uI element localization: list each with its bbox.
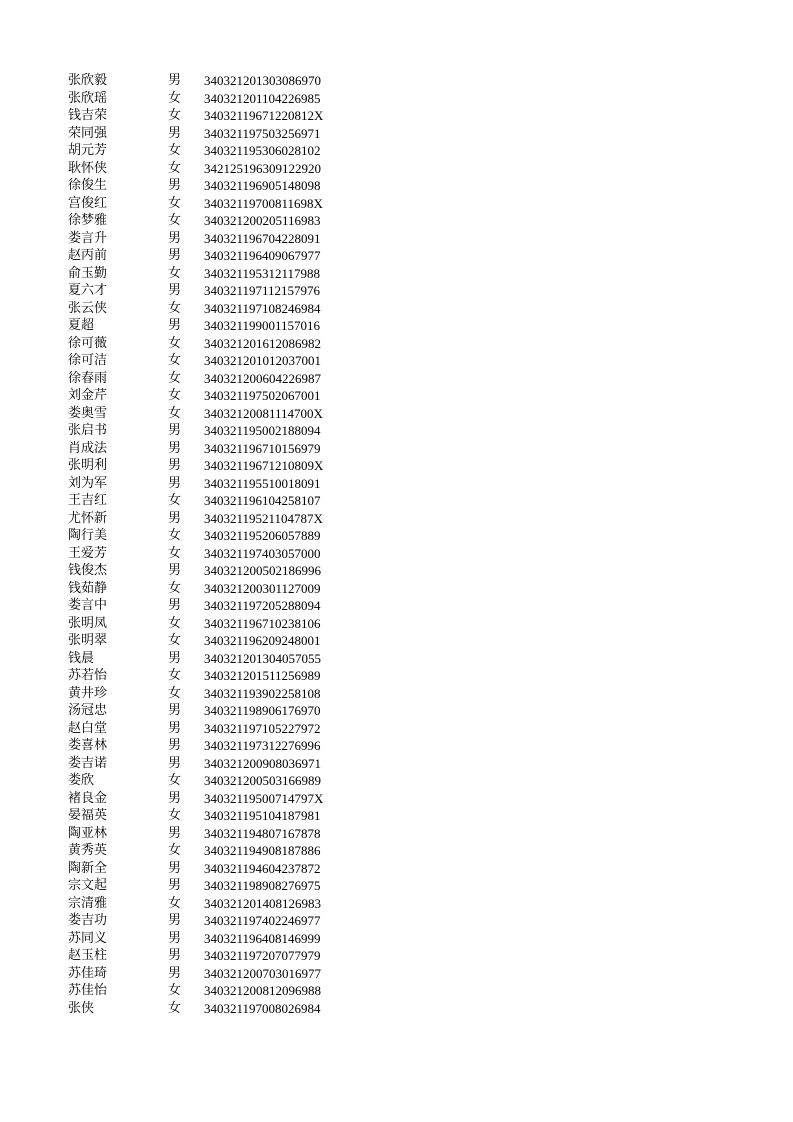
id-number-cell: 340321196710156979 xyxy=(204,440,321,456)
id-number-cell: 340321197205288094 xyxy=(204,598,321,613)
name-cell: 苏同义 xyxy=(68,930,108,946)
gender-cell: 女 xyxy=(168,388,182,403)
gender-cell: 男 xyxy=(168,440,182,456)
name-cell: 张侠 xyxy=(68,1000,95,1016)
name-cell: 苏佳琦 xyxy=(68,965,108,981)
gender-cell: 女 xyxy=(168,405,182,421)
gender-cell: 男 xyxy=(168,930,182,946)
id-number-cell: 340321201303086970 xyxy=(204,73,321,88)
table-row xyxy=(68,72,384,90)
gender-cell: 女 xyxy=(168,545,182,561)
name-cell: 钱晨 xyxy=(68,650,95,666)
gender-cell: 女 xyxy=(168,370,182,386)
id-number-cell: 340321200301127009 xyxy=(204,580,321,596)
table-row xyxy=(68,247,384,265)
id-number-cell: 340321196710238106 xyxy=(204,615,321,631)
name-cell: 褚良金 xyxy=(68,790,108,806)
name-cell: 张欣毅 xyxy=(68,73,108,88)
table-row xyxy=(68,230,384,248)
gender-cell: 男 xyxy=(168,178,182,193)
name-cell: 陶亚林 xyxy=(68,825,108,841)
table-row xyxy=(68,720,384,738)
name-cell: 耿怀侠 xyxy=(68,160,108,176)
gender-cell: 男 xyxy=(168,650,182,666)
table-row xyxy=(68,457,384,475)
table-row xyxy=(68,772,384,790)
name-cell: 宗清雅 xyxy=(68,895,108,911)
name-cell: 钱吉荣 xyxy=(68,108,108,123)
id-number-cell: 340321201104226985 xyxy=(204,90,321,106)
id-number-cell: 340321193902258108 xyxy=(204,685,321,701)
table-row xyxy=(68,562,384,580)
name-cell: 夏超 xyxy=(68,318,95,333)
table-row xyxy=(68,125,384,143)
name-cell: 张明凤 xyxy=(68,615,108,631)
id-number-cell: 340321200503166989 xyxy=(204,773,321,788)
table-row xyxy=(68,737,384,755)
name-cell: 娄吉功 xyxy=(68,913,108,928)
name-cell: 钱茹静 xyxy=(68,580,108,596)
id-number-cell: 340321196408146999 xyxy=(204,930,321,946)
name-cell: 陶新全 xyxy=(68,860,108,876)
table-row xyxy=(68,965,384,983)
name-cell: 夏六才 xyxy=(68,283,108,298)
gender-cell: 男 xyxy=(168,948,182,963)
table-row xyxy=(68,212,384,230)
gender-cell: 男 xyxy=(168,423,182,438)
gender-cell: 女 xyxy=(168,300,182,316)
id-number-cell: 340321200205116983 xyxy=(204,213,321,228)
name-cell: 黄井珍 xyxy=(68,685,108,701)
gender-cell: 男 xyxy=(168,73,182,88)
table-row xyxy=(68,895,384,913)
name-cell: 赵白堂 xyxy=(68,720,108,736)
gender-cell: 女 xyxy=(168,90,182,106)
table-row xyxy=(68,107,384,125)
table-row xyxy=(68,300,384,318)
id-number-cell: 34032119500714797X xyxy=(204,790,324,806)
name-cell: 尤怀新 xyxy=(68,510,108,526)
table-row xyxy=(68,597,384,615)
id-number-cell: 340321197402246977 xyxy=(204,913,321,928)
gender-cell: 女 xyxy=(168,808,182,823)
name-cell: 徐俊生 xyxy=(68,178,108,193)
id-number-cell: 340321201012037001 xyxy=(204,353,321,368)
table-row xyxy=(68,440,384,458)
name-cell: 徐可薇 xyxy=(68,335,108,351)
gender-cell: 女 xyxy=(168,143,182,158)
table-row xyxy=(68,282,384,300)
name-cell: 荣同强 xyxy=(68,125,108,141)
id-number-cell: 340321196209248001 xyxy=(204,633,321,648)
table-row xyxy=(68,877,384,895)
gender-cell: 女 xyxy=(168,195,182,211)
name-cell: 张欣瑶 xyxy=(68,90,108,106)
table-row xyxy=(68,1000,384,1018)
id-number-cell: 340321195510018091 xyxy=(204,475,321,491)
gender-cell: 女 xyxy=(168,685,182,701)
table-row xyxy=(68,317,384,335)
id-number-cell: 34032119700811698X xyxy=(204,195,323,211)
table-row xyxy=(68,352,384,370)
id-number-cell: 34032120081114700X xyxy=(204,405,323,421)
id-number-cell: 340321197312276996 xyxy=(204,738,321,753)
id-number-cell: 340321197108246984 xyxy=(204,300,321,316)
table-row xyxy=(68,632,384,650)
id-number-cell: 340321196104258107 xyxy=(204,493,321,508)
gender-cell: 女 xyxy=(168,265,182,281)
name-cell: 肖成法 xyxy=(68,440,108,456)
gender-cell: 女 xyxy=(168,353,182,368)
gender-cell: 男 xyxy=(168,965,182,981)
table-row xyxy=(68,930,384,948)
id-number-cell: 340321198906176970 xyxy=(204,703,321,718)
gender-cell: 女 xyxy=(168,160,182,176)
table-row xyxy=(68,177,384,195)
id-number-cell: 340321197503256971 xyxy=(204,125,321,141)
name-cell: 赵玉柱 xyxy=(68,948,108,963)
table-row xyxy=(68,807,384,825)
table-row xyxy=(68,492,384,510)
gender-cell: 男 xyxy=(168,458,182,473)
id-number-cell: 340321197105227972 xyxy=(204,720,321,736)
table-row xyxy=(68,947,384,965)
name-cell: 娄奥雪 xyxy=(68,405,108,421)
id-number-cell: 340321197502067001 xyxy=(204,388,321,403)
id-number-cell: 340321195104187981 xyxy=(204,808,321,823)
table-row xyxy=(68,335,384,353)
name-cell: 胡元芳 xyxy=(68,143,108,158)
id-number-cell: 340321197112157976 xyxy=(204,283,321,298)
gender-cell: 男 xyxy=(168,720,182,736)
id-number-cell: 340321200703016977 xyxy=(204,965,321,981)
table-row xyxy=(68,142,384,160)
name-cell: 张启书 xyxy=(68,423,108,438)
table-row xyxy=(68,702,384,720)
id-number-cell: 340321194908187886 xyxy=(204,843,321,858)
name-cell: 晏福英 xyxy=(68,808,108,823)
gender-cell: 男 xyxy=(168,475,182,491)
table-row xyxy=(68,422,384,440)
table-row xyxy=(68,650,384,668)
gender-cell: 女 xyxy=(168,983,182,998)
table-row xyxy=(68,475,384,493)
id-number-cell: 340321196704228091 xyxy=(204,230,321,246)
id-number-cell: 34032119671210809X xyxy=(204,458,324,473)
name-cell: 宗文起 xyxy=(68,878,108,893)
id-number-cell: 34032119671220812X xyxy=(204,108,324,123)
gender-cell: 女 xyxy=(168,108,182,123)
id-number-cell: 340321197207077979 xyxy=(204,948,321,963)
table-row xyxy=(68,90,384,108)
id-number-cell: 340321196409067977 xyxy=(204,248,321,263)
name-cell: 张云侠 xyxy=(68,300,108,316)
name-cell: 黄秀英 xyxy=(68,843,108,858)
name-cell: 苏若怡 xyxy=(68,668,108,683)
id-number-cell: 340321197403057000 xyxy=(204,545,321,561)
table-row xyxy=(68,265,384,283)
id-number-cell: 340321201511256989 xyxy=(204,668,321,683)
table-row xyxy=(68,825,384,843)
gender-cell: 男 xyxy=(168,318,182,333)
table-row xyxy=(68,510,384,528)
gender-cell: 女 xyxy=(168,895,182,911)
id-number-cell: 340321196905148098 xyxy=(204,178,321,193)
id-number-cell: 340321200502186996 xyxy=(204,563,321,578)
gender-cell: 女 xyxy=(168,493,182,508)
id-number-cell: 340321200812096988 xyxy=(204,983,321,998)
table-row xyxy=(68,527,384,545)
id-number-cell: 340321195002188094 xyxy=(204,423,321,438)
gender-cell: 女 xyxy=(168,615,182,631)
name-cell: 宫俊红 xyxy=(68,195,108,211)
id-number-cell: 340321198908276975 xyxy=(204,878,321,893)
gender-cell: 男 xyxy=(168,283,182,298)
name-cell: 徐可洁 xyxy=(68,353,108,368)
gender-cell: 女 xyxy=(168,633,182,648)
name-cell: 王爱芳 xyxy=(68,545,108,561)
name-cell: 娄吉诺 xyxy=(68,755,108,771)
name-cell: 钱俊杰 xyxy=(68,563,108,578)
table-row xyxy=(68,860,384,878)
name-cell: 王吉红 xyxy=(68,493,108,508)
name-cell: 娄欣 xyxy=(68,773,95,788)
gender-cell: 男 xyxy=(168,825,182,841)
id-number-cell: 340321200604226987 xyxy=(204,370,321,386)
gender-cell: 女 xyxy=(168,213,182,228)
id-number-cell: 342125196309122920 xyxy=(204,160,321,176)
gender-cell: 女 xyxy=(168,580,182,596)
table-row xyxy=(68,982,384,1000)
name-cell: 张明翠 xyxy=(68,633,108,648)
table-row xyxy=(68,790,384,808)
gender-cell: 男 xyxy=(168,563,182,578)
table-row xyxy=(68,370,384,388)
id-number-cell: 340321201408126983 xyxy=(204,895,321,911)
gender-cell: 男 xyxy=(168,230,182,246)
table-row xyxy=(68,387,384,405)
gender-cell: 女 xyxy=(168,843,182,858)
gender-cell: 男 xyxy=(168,598,182,613)
id-number-cell: 340321195306028102 xyxy=(204,143,321,158)
table-row xyxy=(68,160,384,178)
name-cell: 娄言升 xyxy=(68,230,108,246)
name-cell: 苏佳怡 xyxy=(68,983,108,998)
name-cell: 陶行美 xyxy=(68,528,108,543)
table-row xyxy=(68,405,384,423)
roster-table xyxy=(68,72,384,1017)
id-number-cell: 340321201612086982 xyxy=(204,335,321,351)
table-row xyxy=(68,545,384,563)
table-row xyxy=(68,842,384,860)
table-row xyxy=(68,615,384,633)
id-number-cell: 340321199001157016 xyxy=(204,318,321,333)
gender-cell: 女 xyxy=(168,773,182,788)
id-number-cell: 340321201304057055 xyxy=(204,650,321,666)
table-row xyxy=(68,195,384,213)
gender-cell: 男 xyxy=(168,125,182,141)
name-cell: 张明利 xyxy=(68,458,108,473)
gender-cell: 男 xyxy=(168,248,182,263)
gender-cell: 女 xyxy=(168,1000,182,1016)
name-cell: 刘金芹 xyxy=(68,388,108,403)
table-row xyxy=(68,580,384,598)
id-number-cell: 340321200908036971 xyxy=(204,755,321,771)
gender-cell: 男 xyxy=(168,913,182,928)
name-cell: 汤冠忠 xyxy=(68,703,108,718)
name-cell: 赵丙前 xyxy=(68,248,108,263)
id-number-cell: 340321195206057889 xyxy=(204,528,321,543)
id-number-cell: 34032119521104787X xyxy=(204,510,323,526)
id-number-cell: 340321194807167878 xyxy=(204,825,321,841)
name-cell: 娄言中 xyxy=(68,598,108,613)
name-cell: 娄喜林 xyxy=(68,738,108,753)
id-number-cell: 340321195312117988 xyxy=(204,265,321,281)
gender-cell: 男 xyxy=(168,703,182,718)
gender-cell: 男 xyxy=(168,790,182,806)
table-row xyxy=(68,755,384,773)
gender-cell: 女 xyxy=(168,668,182,683)
name-cell: 徐春雨 xyxy=(68,370,108,386)
gender-cell: 男 xyxy=(168,738,182,753)
gender-cell: 男 xyxy=(168,755,182,771)
name-cell: 刘为军 xyxy=(68,475,108,491)
name-cell: 徐梦雅 xyxy=(68,213,108,228)
gender-cell: 女 xyxy=(168,335,182,351)
gender-cell: 男 xyxy=(168,878,182,893)
table-row xyxy=(68,667,384,685)
table-row xyxy=(68,912,384,930)
name-cell: 俞玉勤 xyxy=(68,265,108,281)
table-row xyxy=(68,685,384,703)
id-number-cell: 340321194604237872 xyxy=(204,860,321,876)
id-number-cell: 340321197008026984 xyxy=(204,1000,321,1016)
gender-cell: 男 xyxy=(168,510,182,526)
gender-cell: 男 xyxy=(168,860,182,876)
gender-cell: 女 xyxy=(168,528,182,543)
